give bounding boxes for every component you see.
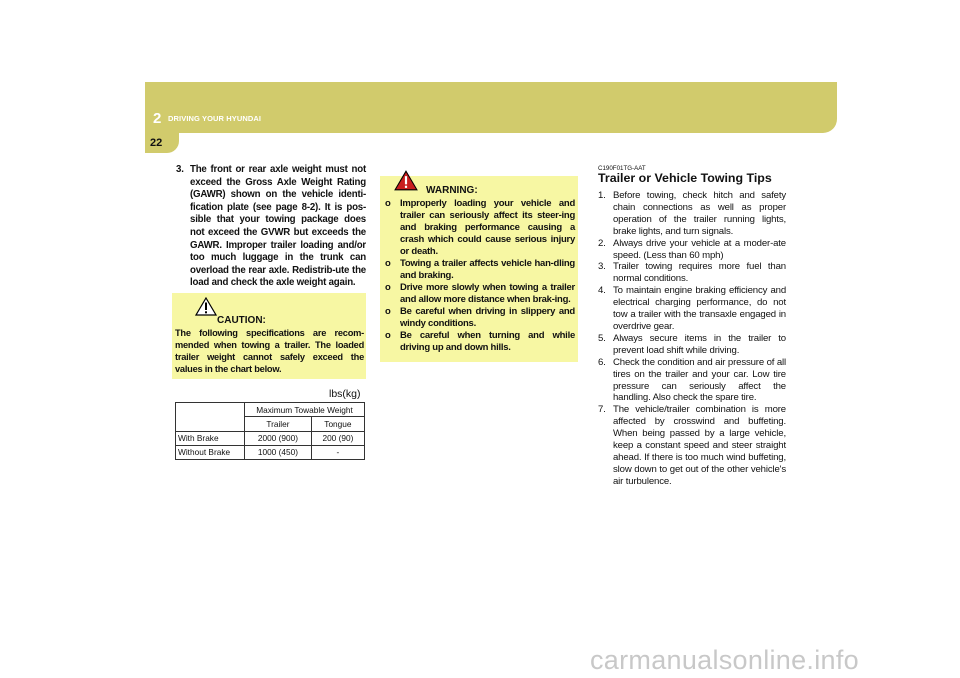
list-item: [598, 333, 786, 357]
unit-label: lbs(kg): [329, 388, 361, 400]
row-label: With Brake: [176, 431, 245, 445]
table-subheader-trailer: Trailer: [245, 417, 312, 431]
tip-text: Always secure items in the trailer to prevent load shift while driving.: [613, 332, 786, 356]
tip-text: Before towing, check hitch and safety chain connections as well as proper operation of the trailer running lights, brake lights, and turn signals.: [613, 190, 786, 237]
tip-number: 5.: [598, 332, 606, 344]
tongue-value: -: [311, 445, 364, 459]
bullet: o: [385, 282, 391, 293]
bullet: o: [385, 330, 391, 341]
bullet: o: [385, 198, 391, 209]
table-row: [176, 431, 365, 445]
list-item: [384, 306, 575, 330]
caution-heading: CAUTION:: [217, 315, 266, 326]
watermark[interactable]: carmanualsonline.info: [590, 645, 859, 675]
table-row: [176, 445, 365, 459]
list-item: [598, 238, 786, 262]
table-header-row: [176, 403, 365, 417]
warning-list: [384, 198, 575, 354]
warning-item-text: Be careful when turning and while driving up and down hills.: [400, 330, 575, 353]
list-item: [598, 357, 786, 405]
towing-weight-table: [175, 402, 365, 460]
trailer-value: 1000 (450): [245, 445, 312, 459]
list-item: [598, 261, 786, 285]
item-text: The front or rear axle weight must not exceed the Gross Axle Weight Rating (GAWR) shown on the vehicle identi-fication plate (see page 8-2). It is pos-sible that your towing package does not exceed the GVWR but exceeds the GAWR. Improper trailer loading and/or too much luggage in the trunk can overload the rear axle. Redistrib-ute the load and check the axle weight again.: [190, 164, 366, 289]
row-label: Without Brake: [176, 445, 245, 459]
caution-text: The following specifications are recom-mended when towing a trailer. The loaded trailer weight cannot safely exceed the values in the chart below.: [175, 328, 364, 374]
tip-number: 3.: [598, 261, 606, 273]
table-corner-cell: [176, 403, 245, 432]
axle-weight-item: [176, 164, 366, 290]
list-item: [384, 198, 575, 258]
list-item: [384, 282, 575, 306]
trailer-value: 2000 (900): [245, 431, 312, 445]
warning-triangle-icon: [195, 297, 217, 316]
warning-item-text: Towing a trailer affects vehicle han-dling and braking.: [400, 258, 575, 281]
list-item: [598, 404, 786, 487]
tip-number: 7.: [598, 404, 606, 416]
tongue-value: 200 (90): [311, 431, 364, 445]
table-subheader-tongue: Tongue: [311, 417, 364, 431]
tip-number: 4.: [598, 285, 606, 297]
tip-number: 6.: [598, 356, 606, 368]
tip-text: To maintain engine braking efficiency and electrical charging performance, do not tow a trailer with the transaxle engaged in overdrive gear.: [613, 285, 786, 332]
warning-item-text: Drive more slowly when towing a trailer and allow more distance when brak-ing.: [400, 282, 575, 305]
section-title: Trailer or Vehicle Towing Tips: [598, 171, 772, 185]
section-code: C190F01TG-AAT: [598, 165, 646, 172]
tip-text: Trailer towing requires more fuel than normal conditions.: [613, 261, 786, 285]
warning-triangle-icon: [394, 170, 418, 191]
chapter-title: DRIVING YOUR HYUNDAI: [168, 114, 262, 123]
bullet: o: [385, 306, 391, 317]
tip-text: The vehicle/trailer combination is more affected by crosswind and buffeting. When being passed by a large vehicle, keep a constant speed and steer straight ahead. If there is too much wind buffeting, slow down to get out of the other vehicle's air turbulence.: [613, 404, 786, 487]
page-number: 22: [150, 137, 163, 149]
warning-heading: WARNING:: [426, 185, 478, 196]
tip-text: Check the condition and air pressure of all tires on the trailer and your car. Low tire pressure can seriously affect the handling. Also check the spare tire.: [613, 356, 786, 404]
list-item: [384, 330, 575, 354]
table-header: Maximum Towable Weight: [245, 403, 365, 417]
bullet: o: [385, 258, 391, 269]
list-item: [598, 285, 786, 333]
list-item: [598, 190, 786, 238]
header-band: [145, 82, 837, 133]
item-number: 3.: [176, 164, 184, 175]
towing-tips-list: [598, 190, 786, 488]
tip-text: Always drive your vehicle at a moder-ate speed. (Less than 60 mph): [613, 237, 786, 261]
warning-item-text: Improperly loading your vehicle and trailer can seriously affect its steer-ing and braking performance causing a crash which could cause serious injury or death.: [400, 198, 575, 257]
tip-number: 1.: [598, 190, 606, 201]
list-item: [384, 258, 575, 282]
warning-item-text: Be careful when driving in slippery and windy conditions.: [400, 306, 575, 329]
chapter-number: 2: [153, 110, 162, 127]
tip-number: 2.: [598, 237, 606, 249]
